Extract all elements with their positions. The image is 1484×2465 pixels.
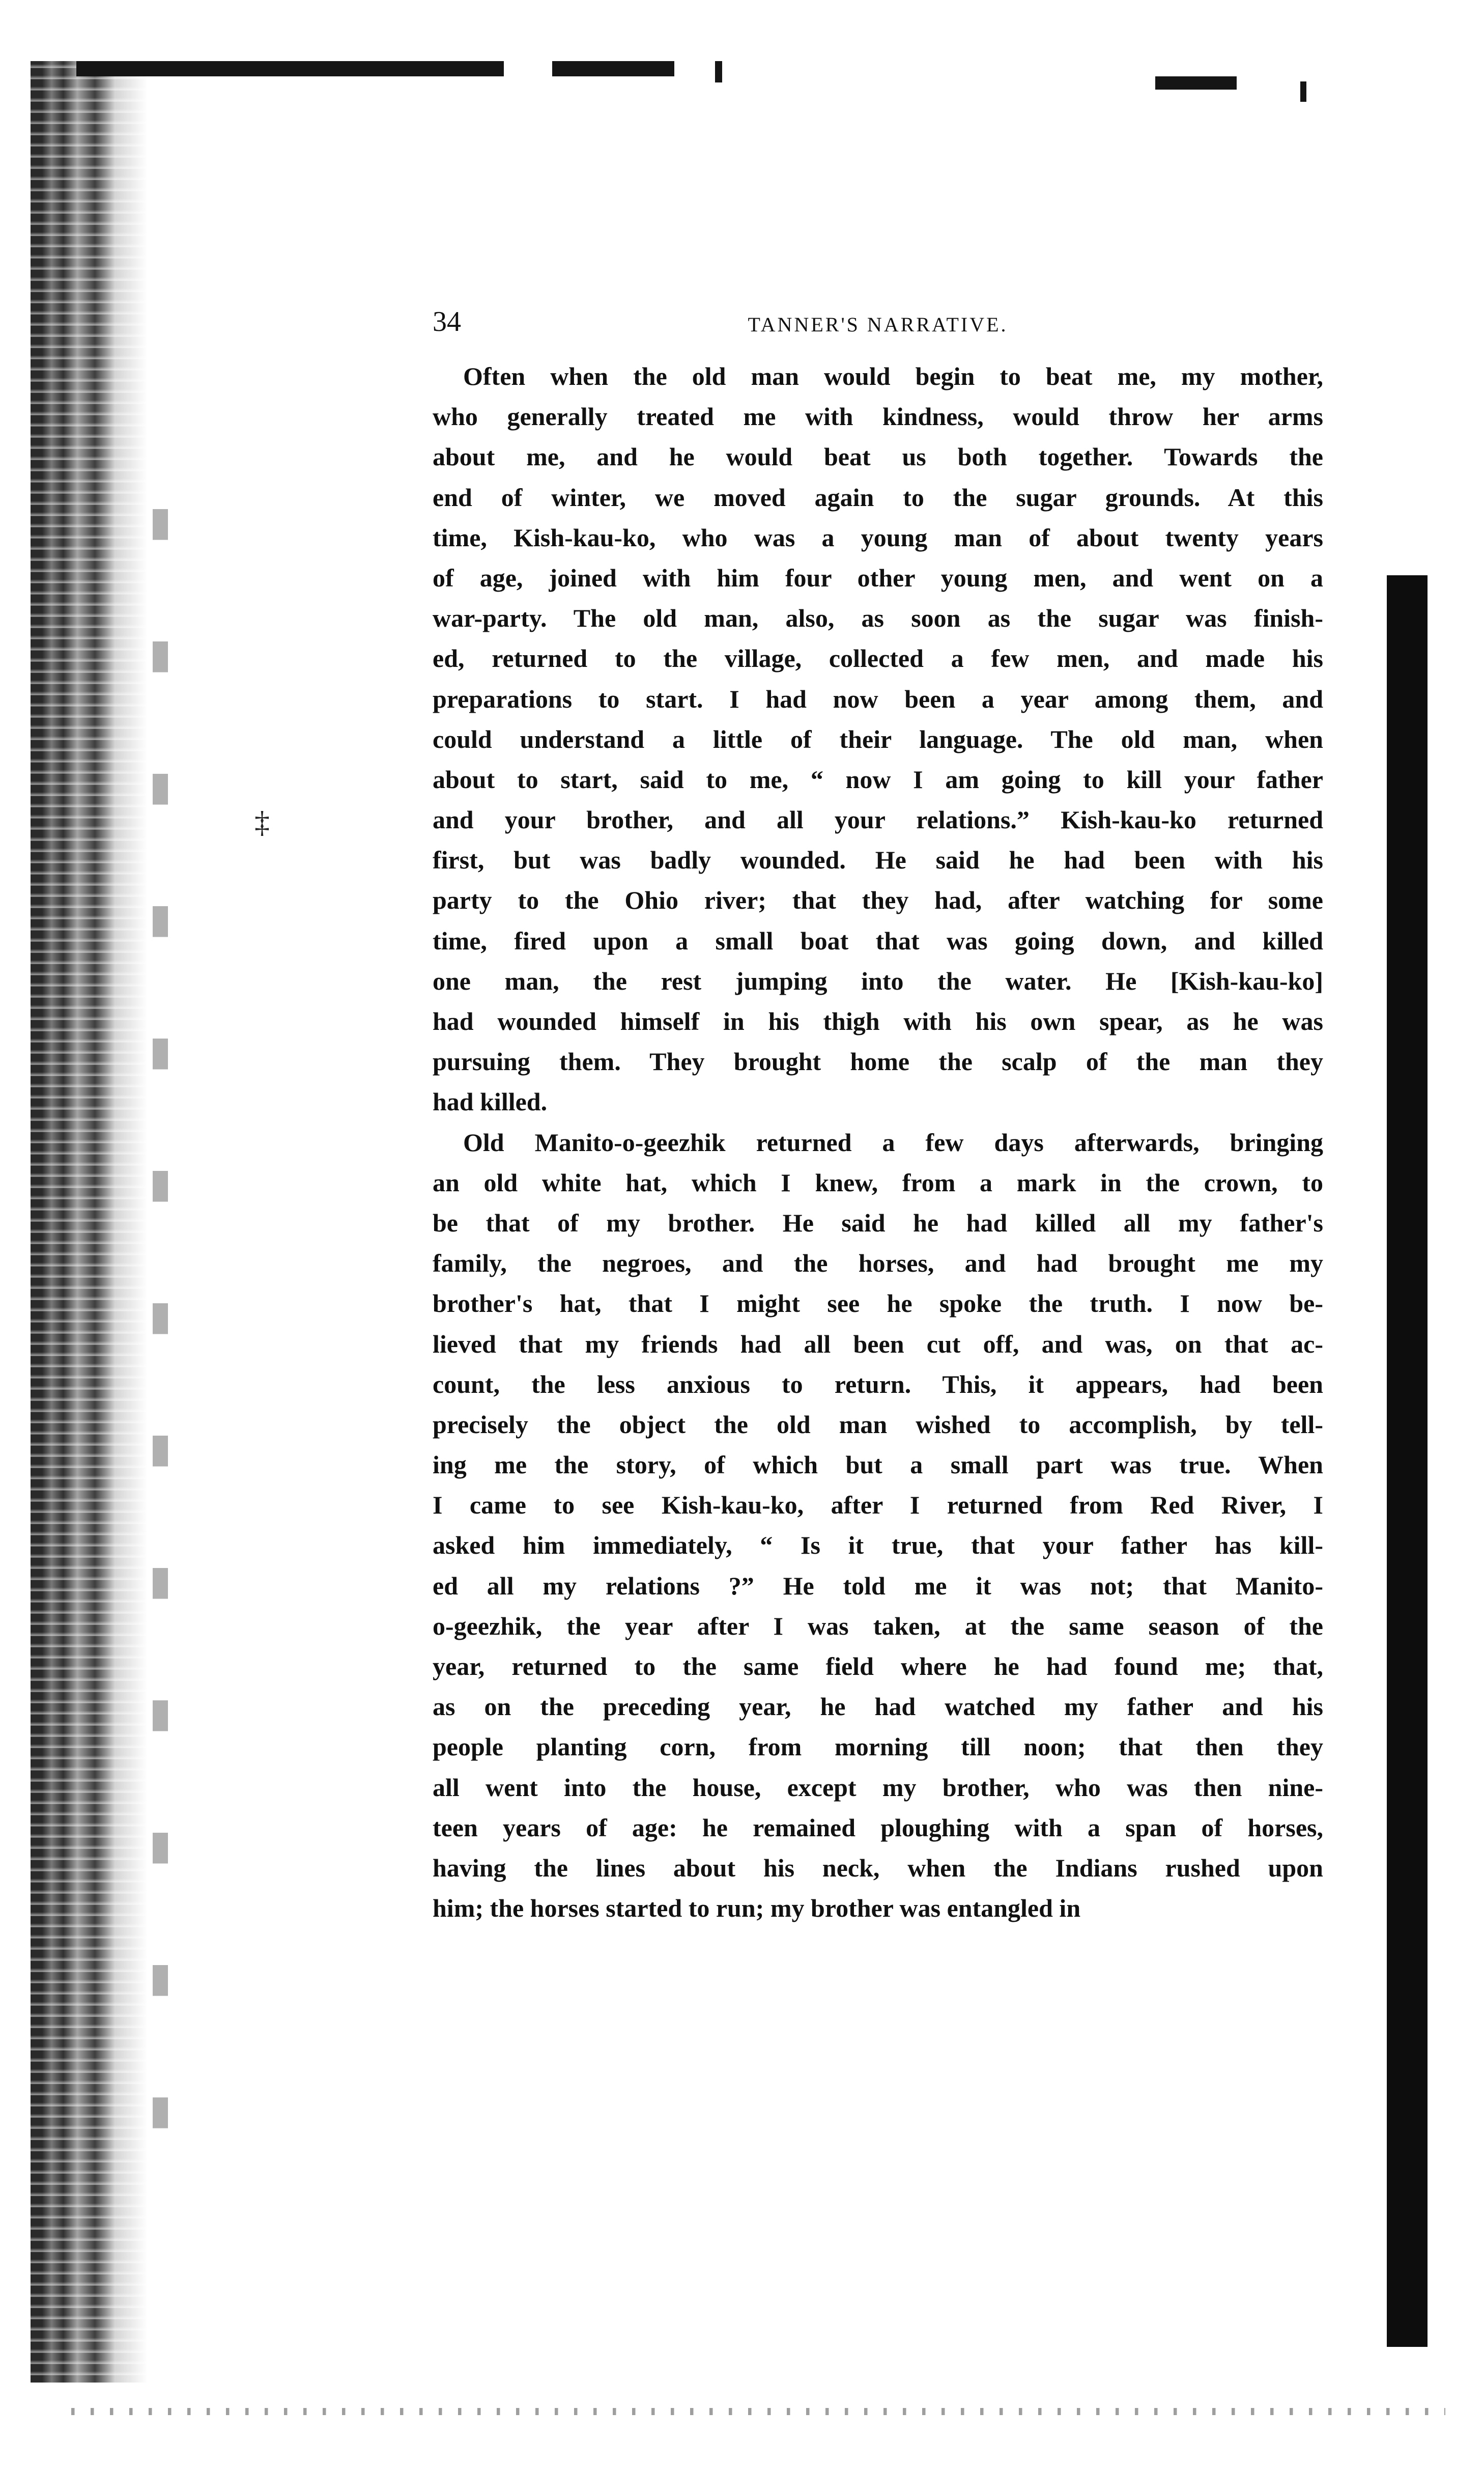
page-number: 34: [433, 306, 461, 338]
margin-ornament-icon: ‡: [254, 805, 270, 839]
text-line: had killed.: [433, 1087, 548, 1116]
text-line: all went into the house, except my brother, who was then nine-: [433, 1773, 1323, 1802]
running-head-title: TANNER'S NARRATIVE.: [748, 313, 1008, 336]
text-line: first, but was badly wounded. He said he had been with his: [433, 846, 1323, 875]
text-line: party to the Ohio river; that they had, after watching for some: [433, 886, 1323, 915]
text-line: and your brother, and all your relations.” Kish-kau-ko returned: [433, 805, 1323, 834]
text-line: end of winter, we moved again to the sugar grounds. At this: [433, 483, 1323, 512]
scan-artifact-bottom-dust: [71, 2408, 1445, 2415]
text-line: had wounded himself in his thigh with his own spear, as he was: [433, 1007, 1323, 1035]
text-line: teen years of age: he remained ploughing with a span of horses,: [433, 1813, 1323, 1842]
text-line: having the lines about his neck, when the Indians rushed upon: [433, 1853, 1323, 1882]
text-line: who generally treated me with kindness, would throw her arms: [433, 402, 1323, 431]
text-line: year, returned to the same field where he had found me; that,: [433, 1652, 1323, 1680]
text-line: be that of my brother. He said he had killed all my father's: [433, 1208, 1323, 1237]
text-line: him; the horses started to run; my brother was entangled in: [433, 1894, 1081, 1923]
running-head: [433, 305, 1323, 351]
text-line: an old white hat, which I knew, from a mark in the crown, to: [433, 1168, 1323, 1197]
scan-artifact-top-mark: [715, 61, 722, 82]
text-line: precisely the object the old man wished to accomplish, by tell-: [433, 1410, 1323, 1439]
text-line: about to start, said to me, “ now I am going to kill your father: [433, 765, 1323, 794]
scan-artifact-top-mark: [1300, 81, 1306, 102]
text-line: o-geezhik, the year after I was taken, at the same season of the: [433, 1611, 1323, 1640]
text-line: ed, returned to the village, collected a few men, and made his: [433, 644, 1323, 673]
text-line: pursuing them. They brought home the scalp of the man they: [433, 1047, 1323, 1076]
text-line: asked him immediately, “ Is it true, that your father has kill-: [433, 1531, 1323, 1560]
scan-artifact-right-edge: [1387, 575, 1428, 2347]
scan-artifact-top-bar: [76, 61, 504, 76]
text-line: time, Kish-kau-ko, who was a young man of about twenty years: [433, 523, 1323, 552]
text-line: family, the negroes, and the horses, and had brought me my: [433, 1249, 1323, 1278]
text-line: Often when the old man would begin to beat me, my mother,: [463, 362, 1323, 390]
paragraph: [433, 356, 1323, 1123]
text-line: ing me the story, of which but a small part was true. When: [433, 1450, 1323, 1479]
text-line: Old Manito-o-geezhik returned a few days afterwards, bringing: [463, 1128, 1323, 1157]
text-line: about me, and he would beat us both together. Towards the: [433, 442, 1323, 471]
text-line: as on the preceding year, he had watched my father and his: [433, 1692, 1323, 1721]
text-line: ed all my relations ?” He told me it was not; that Manito-: [433, 1571, 1323, 1600]
scan-artifact-side-marks: [153, 509, 168, 2138]
book-page: [433, 305, 1323, 1928]
text-line: brother's hat, that I might see he spoke the truth. I now be-: [433, 1289, 1323, 1318]
scanned-binding-edge: [31, 61, 148, 2383]
text-line: war-party. The old man, also, as soon as the sugar was finish-: [433, 604, 1323, 633]
text-line: people planting corn, from morning till noon; that then they: [433, 1732, 1323, 1761]
body-text: [433, 356, 1323, 1928]
text-line: count, the less anxious to return. This, it appears, had been: [433, 1369, 1323, 1398]
text-line: I came to see Kish-kau-ko, after I returned from Red River, I: [433, 1491, 1323, 1520]
paragraph: [433, 1123, 1323, 1929]
text-line: of age, joined with him four other young men, and went on a: [433, 563, 1323, 592]
text-line: preparations to start. I had now been a year among them, and: [433, 684, 1323, 713]
scan-artifact-top-bar: [552, 61, 674, 76]
text-line: could understand a little of their language. The old man, when: [433, 724, 1323, 753]
scan-artifact-top-bar: [1155, 76, 1237, 90]
text-line: one man, the rest jumping into the water. He [Kish-kau-ko]: [433, 966, 1323, 995]
text-line: time, fired upon a small boat that was going down, and killed: [433, 926, 1323, 955]
text-line: lieved that my friends had all been cut off, and was, on that ac-: [433, 1329, 1323, 1358]
